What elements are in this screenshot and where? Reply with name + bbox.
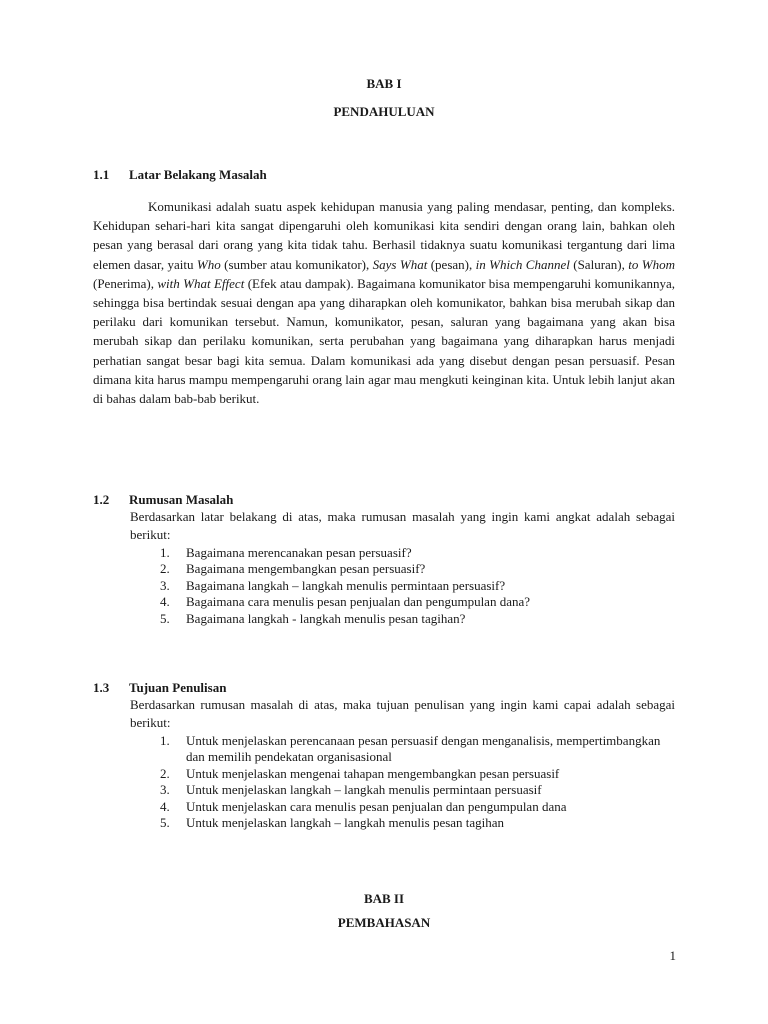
list-text: Untuk menjelaskan mengenai tahapan mengembangkan pesan persuasif bbox=[186, 765, 560, 781]
paragraph-text: (Saluran), bbox=[569, 256, 629, 272]
list-text: Bagaimana cara menulis pesan penjualan dan pengumpulan dana? bbox=[186, 594, 531, 610]
list-number: 1. bbox=[160, 545, 170, 560]
paragraph-text: (Efek atau dampak). Bagaimana komunikator bisa mempengaruhi komunikannya, sehingga bisa bertindak sesuai dengan apa yang diharapkan oleh komunikator, bahkan bisa merubah sikap dan perilaku dari komunikan tersebut. Namun, komunikator, pesan, saluran yang bagaimana yang akan bisa merubah sikap dan perilaku komunikan, serta perubahan yang bagaimana yang diharapkan harus menjadi perhatian sangat besar bagi kita semua. Dalam komunikasi ada yang disebut dengan pesan persuasif. Pesan dimana kita harus mampu mempengaruhi orang lain agar mau mengkuti keinginan kita. Untuk lebih lanjut akan di bahas dalam bab-bab berikut. bbox=[93, 275, 675, 407]
background-paragraph bbox=[93, 197, 675, 408]
purpose-intro: Berdasarkan rumusan masalah di atas, maka tujuan penulisan yang ingin kami capai adalah sebagai berikut: bbox=[130, 697, 675, 730]
list-item bbox=[160, 799, 680, 815]
list-text: Untuk menjelaskan langkah – langkah menulis permintaan persuasif bbox=[186, 782, 542, 798]
list-item bbox=[160, 611, 680, 627]
list-item bbox=[160, 733, 680, 766]
list-text: Bagaimana mengembangkan pesan persuasif? bbox=[186, 561, 426, 577]
page-number: 1 bbox=[669, 948, 676, 963]
list-text: Bagaimana merencanakan pesan persuasif? bbox=[186, 545, 412, 560]
chapter-title: BAB I bbox=[366, 76, 402, 91]
paragraph-text: (pesan), bbox=[427, 256, 476, 272]
paragraph-text: (sumber atau komunikator), bbox=[220, 256, 373, 272]
list-number: 5. bbox=[160, 610, 170, 626]
list-number: 4. bbox=[160, 798, 170, 814]
section-title: Tujuan Penulisan bbox=[129, 680, 227, 695]
chapter-subtitle: PEMBAHASAN bbox=[337, 915, 431, 930]
list-number: 2. bbox=[160, 561, 170, 577]
problem-intro: Berdasarkan latar belakang di atas, maka rumusan masalah yang ingin kami angkat adalah sebagai berikut: bbox=[130, 509, 675, 542]
paragraph-text: (Penerima), bbox=[93, 275, 158, 291]
section-number: 1.3 bbox=[93, 680, 110, 695]
paragraph-italic-text: Says What bbox=[372, 256, 428, 272]
section-heading-1-2 bbox=[93, 492, 233, 508]
list-text: Bagaimana langkah – langkah menulis permintaan persuasif? bbox=[186, 577, 506, 593]
paragraph-italic-text: Who bbox=[196, 256, 221, 272]
list-text: Bagaimana langkah - langkah menulis pesan tagihan? bbox=[186, 610, 466, 626]
list-item bbox=[160, 766, 680, 782]
list-item bbox=[160, 545, 680, 561]
list-number: 3. bbox=[160, 577, 170, 593]
section-number: 1.1 bbox=[93, 167, 110, 182]
section-title: Latar Belakang Masalah bbox=[129, 167, 267, 182]
chapter-title: BAB II bbox=[363, 891, 405, 906]
paragraph-text: Komunikasi adalah suatu aspek kehidupan manusia yang paling mendasar, penting, dan kompleks. Kehidupan sehari-hari kita sangat dipengaruhi oleh komunikasi kita sendiri dengan orang lain, bahkan oleh pesan yang berasal dari orang yang kita tidak tahu. Berhasil tidaknya suatu komunikasi tergantung dari lima elemen dasar, yaitu bbox=[93, 199, 675, 272]
section-number: 1.2 bbox=[93, 492, 110, 507]
list-text: Untuk menjelaskan langkah – langkah menulis pesan tagihan bbox=[186, 815, 505, 831]
section-heading-1-3 bbox=[93, 680, 226, 696]
paragraph-italic-text: with What Effect bbox=[157, 275, 245, 291]
list-item bbox=[160, 782, 680, 798]
section-title: Rumusan Masalah bbox=[129, 492, 234, 507]
list-number: 3. bbox=[160, 782, 170, 798]
list-item bbox=[160, 578, 680, 594]
list-item bbox=[160, 594, 680, 610]
section-heading-1-1 bbox=[93, 167, 267, 183]
chapter-subtitle: PENDAHULUAN bbox=[333, 104, 435, 119]
list-number: 1. bbox=[160, 733, 170, 748]
problem-list bbox=[160, 545, 680, 627]
purpose-list bbox=[160, 733, 680, 831]
list-item bbox=[160, 561, 680, 577]
list-text: Untuk menjelaskan cara menulis pesan penjualan dan pengumpulan dana bbox=[186, 798, 567, 814]
list-text: Untuk menjelaskan perencanaan pesan persuasif dengan menganalisis, mempertimbangkan dan memilih pendekatan organisasional bbox=[186, 733, 661, 765]
list-item bbox=[160, 815, 680, 831]
list-number: 5. bbox=[160, 815, 170, 831]
paragraph-italic-text: in Which Channel bbox=[475, 256, 570, 272]
paragraph-italic-text: to Whom bbox=[628, 256, 676, 272]
list-number: 2. bbox=[160, 765, 170, 781]
list-number: 4. bbox=[160, 594, 170, 610]
